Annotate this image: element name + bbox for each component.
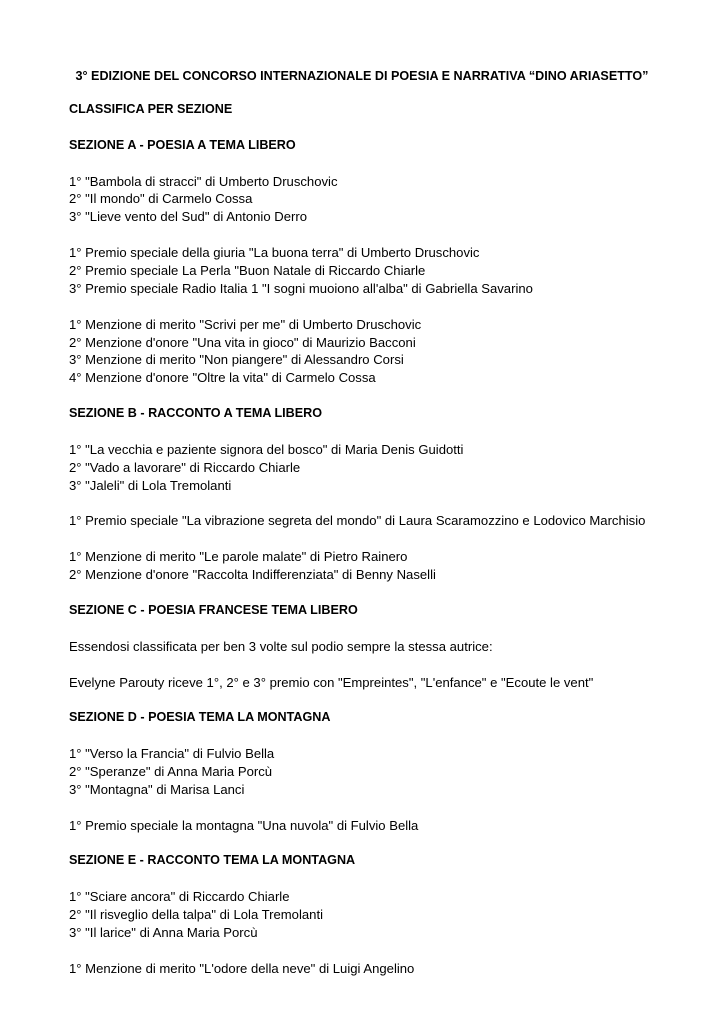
entry-line: 3° "Jaleli" di Lola Tremolanti — [69, 477, 232, 493]
entry-line: 1° Premio speciale "La vibrazione segreta del mondo" di Laura Scaramozzino e Lodovico Marchisio — [69, 513, 646, 529]
entry-line: Essendosi classificata per ben 3 volte sul podio sempre la stessa autrice: — [69, 638, 493, 654]
entry-line: 2° Menzione d'onore "Raccolta Indifferenziata" di Benny Naselli — [69, 567, 436, 583]
section-heading: SEZIONE D - POESIA TEMA LA MONTAGNA — [69, 710, 331, 725]
document-body — [69, 101, 709, 978]
section-heading: SEZIONE B - RACCONTO A TEMA LIBERO — [69, 406, 323, 421]
ranking-heading: CLASSIFICA PER SEZIONE — [69, 102, 233, 116]
section-a — [69, 137, 709, 405]
entry-line: 3° "Lieve vento del Sud" di Antonio Derro — [69, 209, 308, 225]
entry-line: 2° Premio speciale La Perla "Buon Natale di Riccardo Chiarle — [69, 263, 426, 279]
entry-line: 1° Menzione di merito "L'odore della neve" di Luigi Angelino — [69, 960, 415, 976]
section-heading: SEZIONE C - POESIA FRANCESE TEMA LIBERO — [69, 602, 358, 617]
entry-line: 2° "Il mondo" di Carmelo Cossa — [69, 191, 253, 207]
entry-line: 2° "Vado a lavorare" di Riccardo Chiarle — [69, 459, 301, 475]
entry-line: 4° Menzione d'onore "Oltre la vita" di Carmelo Cossa — [69, 370, 376, 386]
entry-line: 2° "Speranze" di Anna Maria Porcù — [69, 763, 273, 779]
section-c — [69, 602, 709, 709]
entry-line: 1° "Verso la Francia" di Fulvio Bella — [69, 746, 275, 762]
section-heading: SEZIONE A - POESIA A TEMA LIBERO — [69, 137, 296, 152]
section-d — [69, 709, 709, 852]
entry-line: 1° Premio speciale la montagna "Una nuvola" di Fulvio Bella — [69, 817, 419, 833]
entry-line: Evelyne Parouty riceve 1°, 2° e 3° premio con "Empreintes", "L'enfance" e "Ecoute le vent" — [69, 674, 594, 690]
section-heading: SEZIONE E - RACCONTO TEMA LA MONTAGNA — [69, 853, 356, 868]
section-e — [69, 852, 709, 977]
spacer — [69, 119, 709, 137]
entry-line: 1° "La vecchia e paziente signora del bosco" di Maria Denis Guidotti — [69, 441, 464, 457]
entry-line: 3° "Montagna" di Marisa Lanci — [69, 781, 245, 797]
entry-line: 3° Premio speciale Radio Italia 1 "I sogni muoiono all'alba" di Gabriella Savarino — [69, 280, 533, 296]
section-b — [69, 405, 709, 602]
entry-line: 1° "Bambola di stracci" di Umberto Druschovic — [69, 173, 338, 189]
entry-line: 1° "Sciare ancora" di Riccardo Chiarle — [69, 889, 290, 905]
entry-line: 2° Menzione d'onore "Una vita in gioco" di Maurizio Bacconi — [69, 334, 416, 350]
entry-line: 1° Menzione di merito "Scrivi per me" di Umberto Druschovic — [69, 316, 422, 332]
document-title: 3° EDIZIONE DEL CONCORSO INTERNAZIONALE DI POESIA E NARRATIVA “DINO ARIASETTO” — [75, 69, 649, 83]
entry-line: 1° Premio speciale della giuria "La buona terra" di Umberto Druschovic — [69, 245, 480, 261]
entry-line: 3° Menzione di merito "Non piangere" di Alessandro Corsi — [69, 352, 404, 368]
entry-line: 3° "Il larice" di Anna Maria Porcù — [69, 924, 258, 940]
entry-line: 2° "Il risveglio della talpa" di Lola Tremolanti — [69, 907, 323, 923]
entry-line: 1° Menzione di merito "Le parole malate" di Pietro Rainero — [69, 549, 408, 565]
